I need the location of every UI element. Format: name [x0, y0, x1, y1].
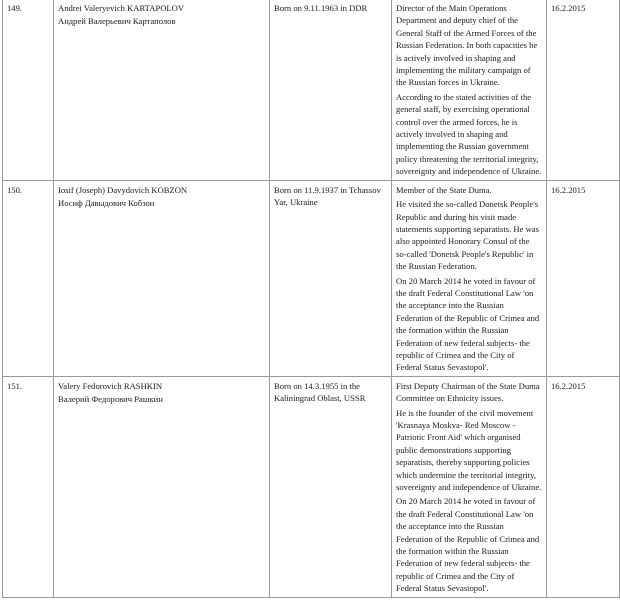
date-of-listing: 16.2.2015	[547, 180, 620, 376]
table-row	[3, 180, 620, 376]
entry-name-cell	[54, 180, 270, 376]
reason-paragraph: Director of the Main Operations Department and deputy chief of the General Staff of the Armed Forces of the Russian Federation. In both capacities he is actively involved in shaping and implementing the military campaign of the Russian forces in Ukraine.	[396, 3, 538, 88]
name-latin: Valery Fedorovich RASHKIN	[58, 380, 163, 391]
identifying-info: Born on 11.9.1937 in Tchassov Yar, Ukraine	[270, 180, 392, 376]
sanctions-table	[2, 0, 620, 598]
table-row	[3, 376, 620, 597]
entry-number: 150.	[3, 180, 54, 376]
reasons-cell	[392, 376, 547, 597]
table-row	[3, 0, 620, 180]
entry-number: 149.	[3, 0, 54, 180]
date-of-listing: 16.2.2015	[547, 376, 620, 597]
reason-paragraph: On 20 March 2014 he voted in favour of the draft Federal Constitutional Law 'on the acceptance into the Russian Federation of the Republic of Crimea and the formation within the Russian Federation of new federal subjects- the republic of Crimea and the City of Federal Status Sevastopol'.	[396, 496, 540, 594]
name-latin: Andrei Valeryevich KARTAPOLOV	[58, 3, 185, 13]
reason-paragraph: First Deputy Chairman of the State Duma Committee on Ethnicity issues.	[396, 380, 540, 404]
date-of-listing: 16.2.2015	[547, 0, 620, 180]
name-latin: Iosif (Joseph) Davydovich KOBZON	[58, 184, 188, 195]
reason-paragraph: According to the stated activities of the general staff, by exercising operational control over the armed forces, he is actively involved in shaping and implementing the Russian government policy threatening the territorial integrity, sovereignty and independence of Ukraine.	[396, 91, 542, 177]
reason-paragraph: Member of the State Duma.	[396, 184, 492, 195]
reason-paragraph: He visited the so-called Donetsk People's Republic and during his visit made statements supporting separatists. He was also appointed Honorary Consul of the so-called 'Donetsk People's Republic' in the Russian Federation.	[396, 199, 539, 272]
name-cyrillic: Андрей Валерьевич Картаполов	[58, 16, 176, 27]
reason-paragraph: He is the founder of the civil movement 'Krasnaya Moskva- Red Moscow - Patriotic Front Aid' which organised public demonstrations supporting separatists, thereby supporting policies which undermine the territorial integrity, sovereignty and independence of Ukraine.	[396, 407, 542, 493]
reason-paragraph: On 20 March 2014 he voted in favour of the draft Federal Constitutional Law 'on the acceptance into the Russian Federation of the Republic of Crimea and the formation within the Russian Federation of new federal subjects- the republic of Crimea and the City of Federal Status Sevastopol'.	[396, 275, 540, 373]
name-cyrillic: Иосиф Давыдович Кобзон	[58, 198, 155, 209]
identifying-info: Born on 14.3.1955 in the Kaliningrad Oblast, USSR	[270, 376, 392, 597]
name-cyrillic: Валерий Федорович Рашкин	[58, 394, 163, 405]
entry-number: 151.	[3, 376, 54, 597]
reasons-cell	[392, 0, 547, 180]
entry-name-cell	[54, 376, 270, 597]
identifying-info: Born on 9.11.1963 in DDR	[270, 0, 392, 180]
entry-name-cell	[54, 0, 270, 180]
reasons-cell	[392, 180, 547, 376]
